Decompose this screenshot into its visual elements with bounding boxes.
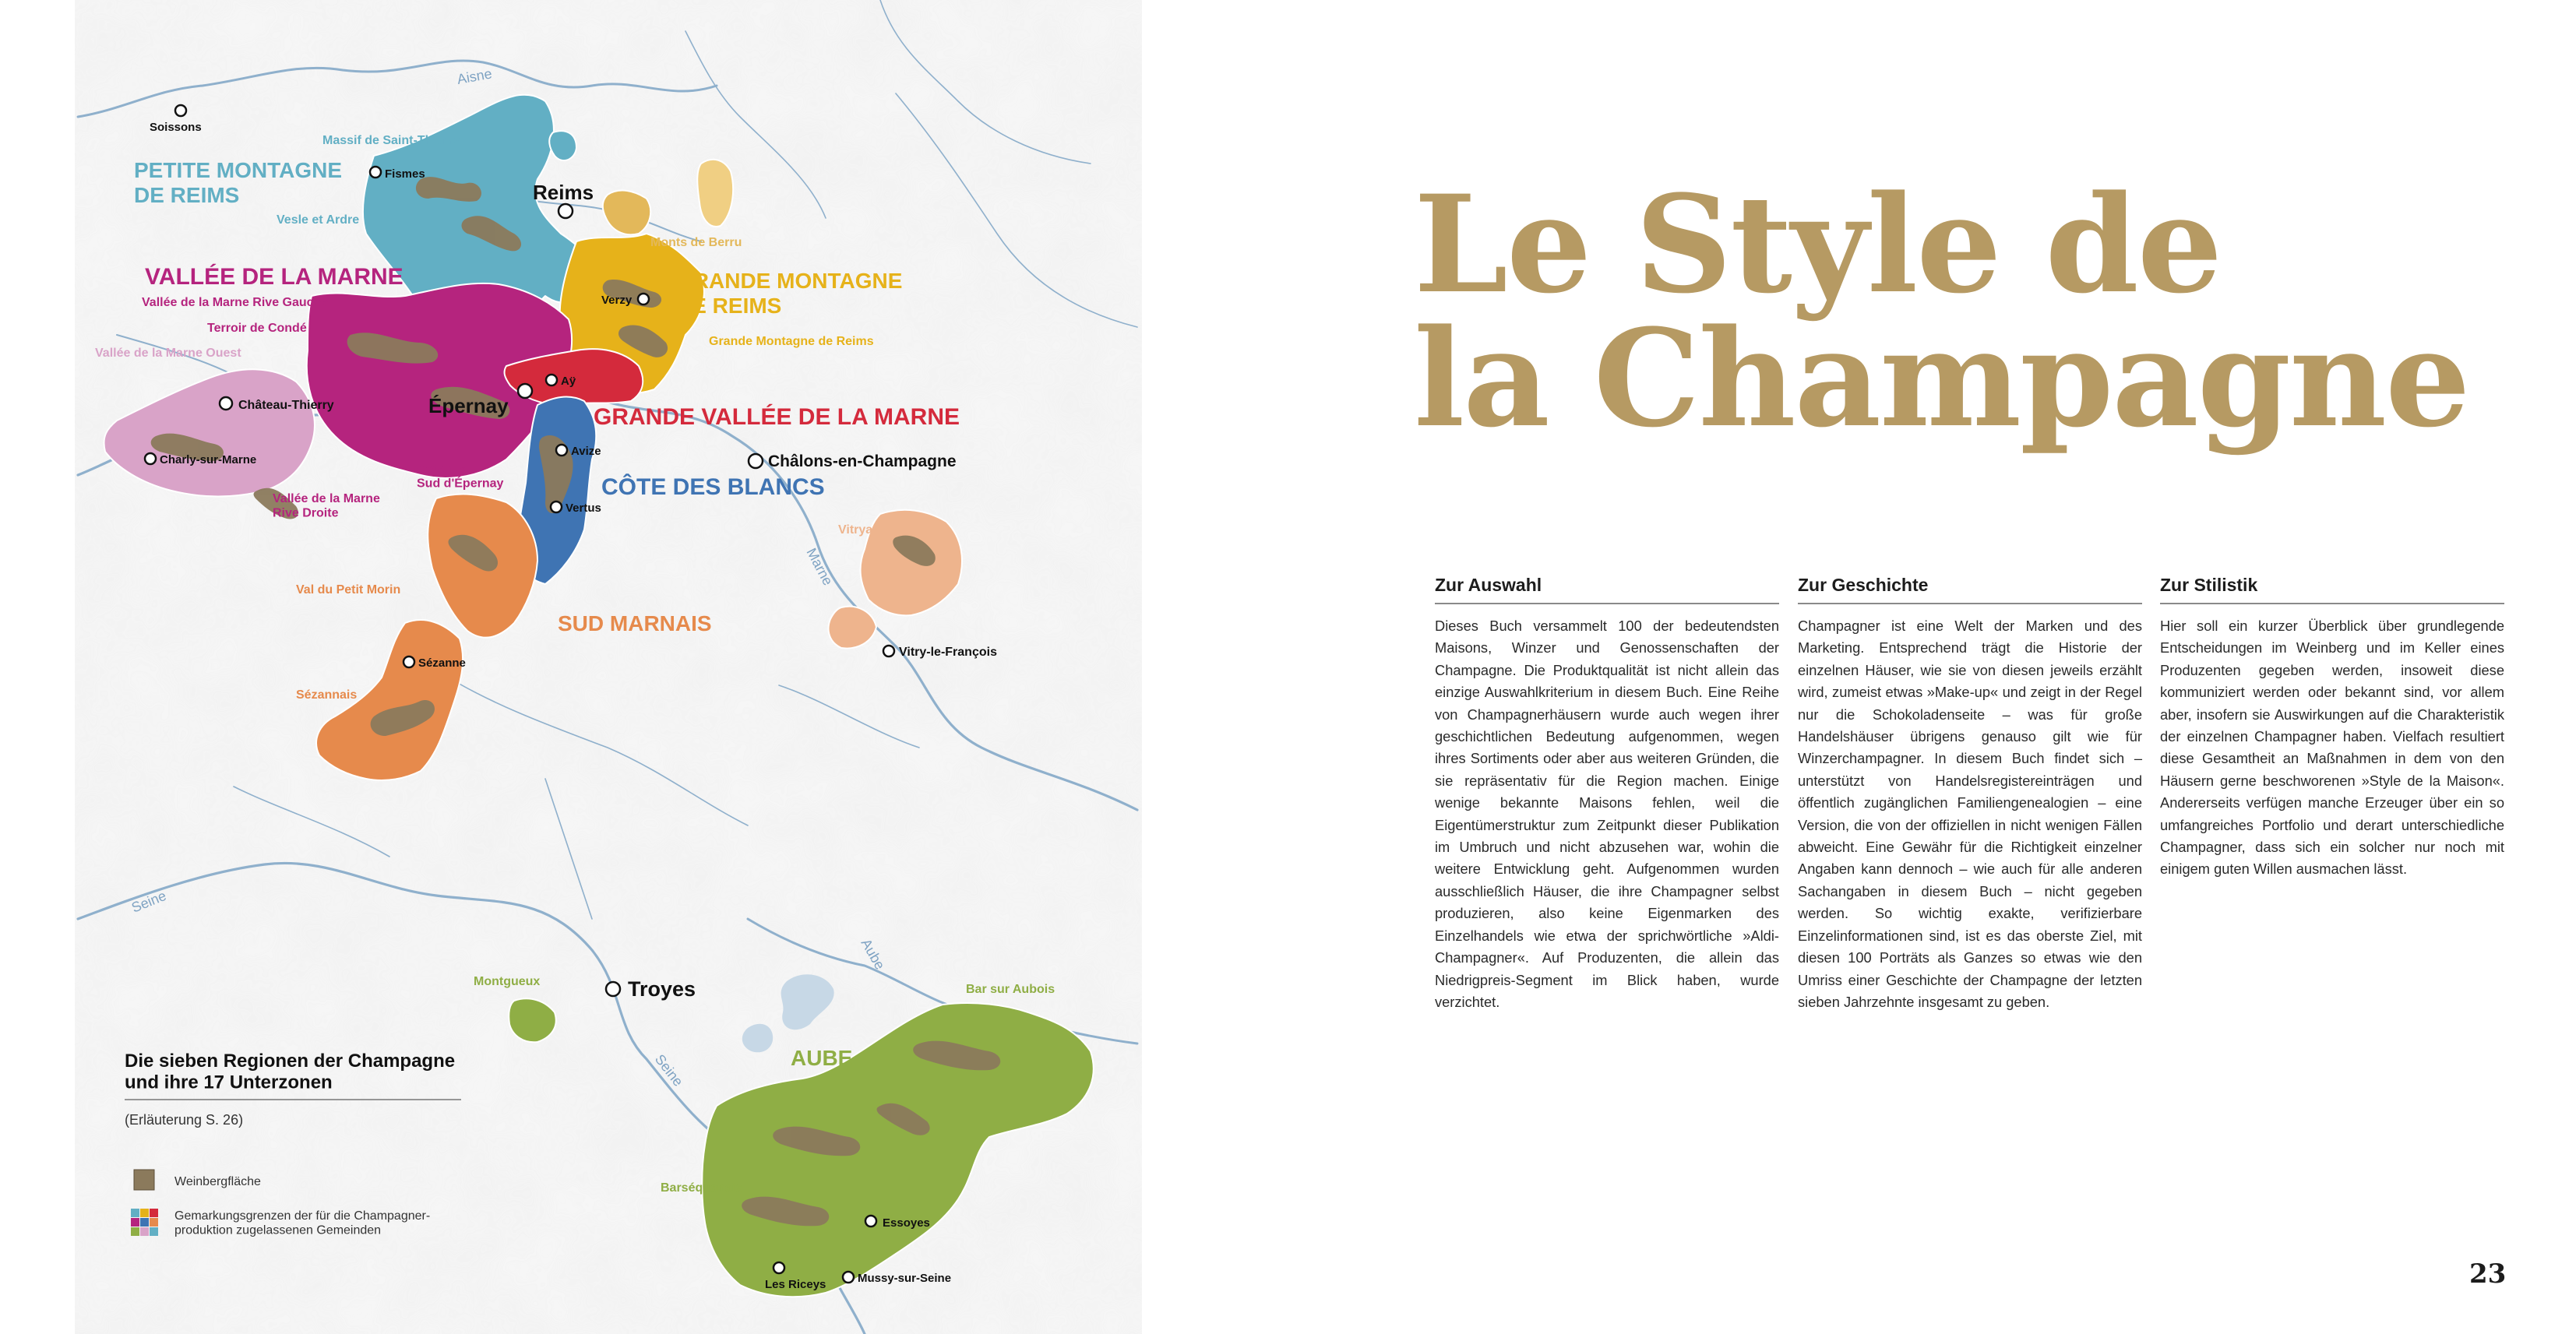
town-label: Épernay — [428, 394, 509, 417]
subzone-grande-montagne — [709, 335, 874, 348]
town-label: Charly-sur-Marne — [160, 453, 257, 466]
subzone-rive-gauche — [142, 296, 328, 309]
subzone-vitryat-text: Vitryat — [838, 523, 877, 537]
subzone-grande-montagne-text: Grande Montagne de Reims — [709, 335, 874, 348]
subzone-bar-aubois-text: Bar sur Aubois — [966, 983, 1055, 996]
label-sud-marnais — [558, 611, 712, 635]
town-verzy — [601, 294, 649, 307]
title-line-2: la Champagne — [1414, 299, 2469, 457]
river-label-aube-text: Aube — [858, 936, 888, 973]
subzone-saint-thierry — [322, 134, 460, 147]
label-vallee-marne-text: VALLÉE DE LA MARNE — [145, 264, 403, 290]
column-text-geschichte: Champagner ist eine Welt der Marken und des Marketing. Entsprechend trägt die Historie der einzelnen Häuser, wie sie von diesen jeweils erzählt wird, zumeist etwas »Make-up« und zeigt in der Regel nur die Schokoladenseite – was für große Handelshäuser übrigens genauso gilt wie für Winzerchampagner. In diesem Buch findet sich – unterstützt von Handelsregistereinträgen und öffentlich zugänglichen Familiengenealogien – eine Version, die von der offiziellen in nicht wenigen Fällen abweicht. Eine Gewähr für die Richtigkeit einzelner Angaben kann dennoch – wie auch für alle anderen Sachangaben in diesem Buch – nicht gegeben werden. So wichtig exakte, verifizierbare Einzelinformationen sind, ist es das oberste Ziel, mit diesen 100 Porträts als Ganzes so etwas wie den Umriss einer Geschichte der Champagne der letzten sieben Jahrzehnte insgesamt zu geben. — [1798, 618, 2142, 1010]
town-marker — [175, 105, 186, 116]
label-sud-marnais-text: SUD MARNAIS — [558, 611, 712, 635]
town-marker — [865, 1216, 876, 1227]
subzone-montgueux-text: Montgueux — [474, 975, 541, 988]
column-stilistik — [2160, 575, 2504, 881]
town-marker — [749, 454, 763, 468]
subzone-vitryat — [838, 523, 877, 537]
town-label: Château-Thierry — [238, 399, 334, 412]
legend-boundary-label-text: Gemarkungsgrenzen der für die Champagner- — [174, 1209, 431, 1223]
column-text-stilistik: Hier soll ein kurzer Überblick über grundlegende Entscheidungen im Weinberg und im Keller eines Produzenten gegeben werden, insoweit diese kommuniziert werden oder bekannt sind, vor allem aber, insofern sie Auswirkungen auf die Charakteristik der einzelnen Champagner haben. Vielfach resultiert diese Gesamtheit an Maßnahmen in dem von den Häusern gerne beschworenen »Style de la Maison«. Andererseits verfügen manche Erzeuger über ein so umfangreiches Portfolio und derart unterschiedliche Champagner, dass sich ein solcher nur noch mit einigem guten Willen ausmachen lässt. — [2160, 618, 2504, 878]
town-marker — [370, 167, 381, 178]
river-label-seine-south-text: Seine — [651, 1051, 686, 1089]
town-label: Sézanne — [418, 656, 466, 670]
town-label: Vertus — [566, 502, 601, 515]
label-grande-montagne-text: GRANDE MONTAGNE — [676, 269, 903, 293]
subzone-conde-text: Terroir de Condé — [207, 322, 307, 335]
label-aube-text: AUBE — [791, 1046, 853, 1070]
river-label-marne-text: Marne — [803, 545, 837, 588]
town-label: Vitry-le-François — [899, 646, 997, 659]
region-monts-berru-2 — [697, 160, 733, 227]
subzone-petit-morin-text: Val du Petit Morin — [296, 583, 401, 597]
town-ay — [546, 375, 576, 388]
subzone-monts-berru-text: Monts de Berru — [650, 236, 742, 249]
town-marker — [774, 1262, 784, 1273]
town-marker — [518, 384, 532, 398]
label-petite-montagne-text: PETITE MONTAGNE — [134, 158, 343, 182]
label-cote-blancs — [601, 473, 825, 500]
column-auswahl — [1435, 575, 1779, 1013]
legend-boundary-swatch — [131, 1209, 158, 1236]
column-heading-stilistik: Zur Stilistik — [2160, 575, 2504, 604]
town-label: Les Riceys — [765, 1278, 826, 1291]
town-marker — [551, 502, 562, 512]
town-label: Avize — [571, 445, 601, 458]
subzone-vesle-ardre — [277, 213, 359, 227]
town-marker — [559, 204, 573, 218]
champagne-map — [0, 0, 1145, 1334]
subzone-bar-aubois — [966, 983, 1055, 996]
page-number: 23 — [2469, 1258, 2507, 1290]
town-label: Essoyes — [883, 1216, 930, 1230]
legend-title-text-line: und ihre 17 Unterzonen — [125, 1072, 333, 1093]
town-label: Reims — [533, 181, 594, 204]
label-cote-blancs-text: CÔTE DES BLANCS — [601, 474, 825, 500]
town-marker — [145, 453, 156, 464]
legend-title-text: Die sieben Regionen der Champagne — [125, 1051, 456, 1072]
subzone-marne-ouest — [95, 347, 241, 360]
river-label-seine-west-text: Seine — [129, 887, 169, 916]
label-petite-montagne-text-line: DE REIMS — [134, 183, 240, 208]
town-label: Soissons — [150, 121, 202, 134]
town-label: Mussy-sur-Seine — [858, 1272, 952, 1285]
town-avize — [556, 445, 601, 458]
legend-vineyard-label: Weinbergfläche — [174, 1175, 261, 1188]
label-grande-vallee — [594, 403, 960, 430]
town-marker — [546, 375, 557, 385]
town-chalons — [749, 452, 957, 470]
town-label: Verzy — [601, 294, 633, 307]
legend-boundary-label-text-line: produktion zugelassenen Gemeinden — [174, 1223, 382, 1237]
subzone-conde — [207, 322, 307, 335]
column-text-auswahl: Dieses Buch versammelt 100 der bedeutendsten Maisons, Winzer und Genossenschaften der Champagne. Die Produktqualität ist nicht allein das einzige Auswahlkriterium in diesem Buch. Eine Reihe von Champagnerhäusern wurde auch wegen ihrer geschichtlichen Bedeutung aufgenommen, wegen ihres Sortiments oder aber aus weiteren Gründen, die sie repräsentativ für die Region machen. Einige wenige bekannte Maisons fehlen, weil die Eigentümerstruktur zum Zeitpunkt dieser Publikation im Umbruch und nicht abzusehen war, wohin die weitere Entwicklung geht. Aufgenommen wurden ausschließlich Häuser, die ihre Champagner selbst produzieren, also keine Eigenmarken des Einzelhandels wie etwa der sprichwörtliche »Aldi-Champagner«. Auf Produzenten, die allein das Niedrigpreis-Segment im Blick haben, wurde verzichtet. — [1435, 618, 1779, 1010]
town-vertus — [551, 502, 601, 515]
label-vallee-marne — [145, 263, 403, 290]
town-marker — [606, 982, 620, 996]
column-geschichte — [1798, 575, 2142, 1013]
town-label: Troyes — [628, 977, 696, 1001]
town-charly — [145, 453, 256, 466]
title-line-1: Le Style de — [1414, 165, 2222, 323]
town-marker — [638, 294, 649, 304]
subzone-petit-morin — [296, 583, 400, 597]
legend-note: (Erläuterung S. 26) — [125, 1112, 244, 1128]
town-label: Châlons-en-Champagne — [768, 452, 957, 470]
town-marker — [403, 656, 414, 667]
town-marker — [883, 646, 894, 656]
town-vitry — [883, 646, 997, 659]
legend-vineyard-swatch — [134, 1170, 154, 1190]
town-marker — [843, 1272, 854, 1283]
town-label: Fismes — [385, 167, 425, 181]
subzone-barsequanais-text: Barséquanais — [661, 1181, 742, 1195]
subzone-montgueux — [474, 975, 540, 988]
town-marker — [556, 445, 567, 456]
town-label: Aÿ — [561, 375, 576, 388]
subzone-coteaux-sud-text-line: Sud d'Épernay — [417, 477, 504, 491]
label-grande-vallee-text: GRANDE VALLÉE DE LA MARNE — [594, 404, 960, 430]
subzone-vesle-ardre-text: Vesle et Ardre — [277, 213, 360, 227]
subzone-coteaux-sud-text: Coteaux — [417, 463, 467, 476]
map-canvas — [0, 0, 1145, 1334]
subzone-rive-droite-text-line: Rive Droite — [273, 506, 339, 520]
subzone-sezannais — [296, 688, 357, 702]
subzone-monts-berru — [650, 236, 742, 249]
subzone-saint-thierry-text: Massif de Saint-Thierry — [322, 134, 460, 147]
subzone-sezannais-text: Sézannais — [296, 688, 358, 702]
town-mussy — [843, 1272, 951, 1285]
column-heading-geschichte: Zur Geschichte — [1798, 575, 2142, 604]
label-aube — [791, 1046, 852, 1070]
river-label-aisne-text: Aisne — [456, 65, 494, 87]
subzone-rive-gauche-text: Vallée de la Marne Rive Gauche — [142, 296, 329, 309]
column-heading-auswahl: Zur Auswahl — [1435, 575, 1779, 604]
subzone-rive-droite-text: Vallée de la Marne — [273, 492, 380, 505]
page-title — [1414, 165, 2469, 457]
label-grande-montagne-text-line: DE REIMS — [676, 294, 782, 319]
subzone-barsequanais — [661, 1181, 742, 1195]
subzone-marne-ouest-text: Vallée de la Marne Ouest — [95, 347, 241, 360]
town-marker — [220, 397, 232, 410]
